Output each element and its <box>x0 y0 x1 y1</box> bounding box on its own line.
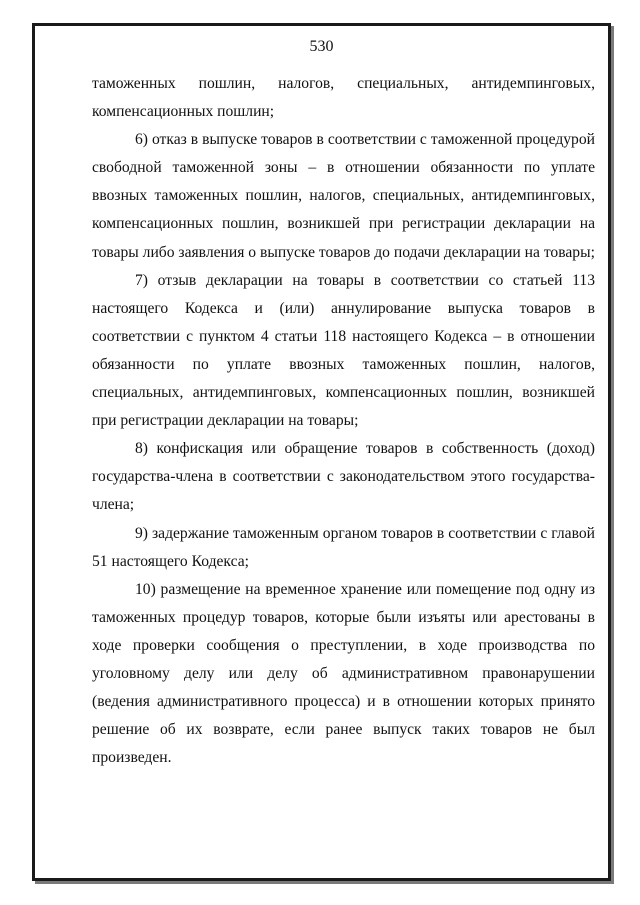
paragraph-item-8: 8) конфискация или обращение товаров в собственность (доход) государства-члена в соответствии с законодательством этого государства-члена; <box>92 440 595 514</box>
paragraph-item-6: 6) отказ в выпуске товаров в соответствии с таможенной процедурой свободной таможенной зоны – в отношении обязанности по уплате ввозных таможенных пошлин, налогов, специальных, антидемпинговых, компенсационных пошлин, возникшей при регистрации декларации на товары либо заявления о выпуске товаров до подачи декларации на товары; <box>92 131 595 261</box>
paragraph-item-7: 7) отзыв декларации на товары в соответствии со статьей 113 настоящего Кодекса и (или) аннулирование выпуска товаров в соответствии с пунктом 4 статьи 118 настоящего Кодекса – в отношении обязанности по уплате ввозных таможенных пошлин, налогов, специальных, антидемпинговых, компенсационных пошлин, возникшей при регистрации декларации на товары; <box>92 271 595 430</box>
page-frame <box>32 23 611 881</box>
paragraph-item-9: 9) задержание таможенным органом товаров в соответствии с главой 51 настоящего Кодекса; <box>92 524 595 570</box>
paragraph-continuation: таможенных пошлин, налогов, специальных, антидемпинговых, компенсационных пошлин; <box>92 75 595 121</box>
paragraph-item-10: 10) размещение на временное хранение или помещение под одну из таможенных процедур товаров, которые были изъяты или арестованы в ходе проверки сообщения о преступлении, в ходе производства по уголовному делу или делу об административном правонарушении (ведения административного процесса) и в отношении которых принято решение об их возврате, если ранее выпуск таких товаров не был произведен. <box>92 580 595 767</box>
page-number: 530 <box>309 38 334 55</box>
document-body <box>92 70 595 772</box>
